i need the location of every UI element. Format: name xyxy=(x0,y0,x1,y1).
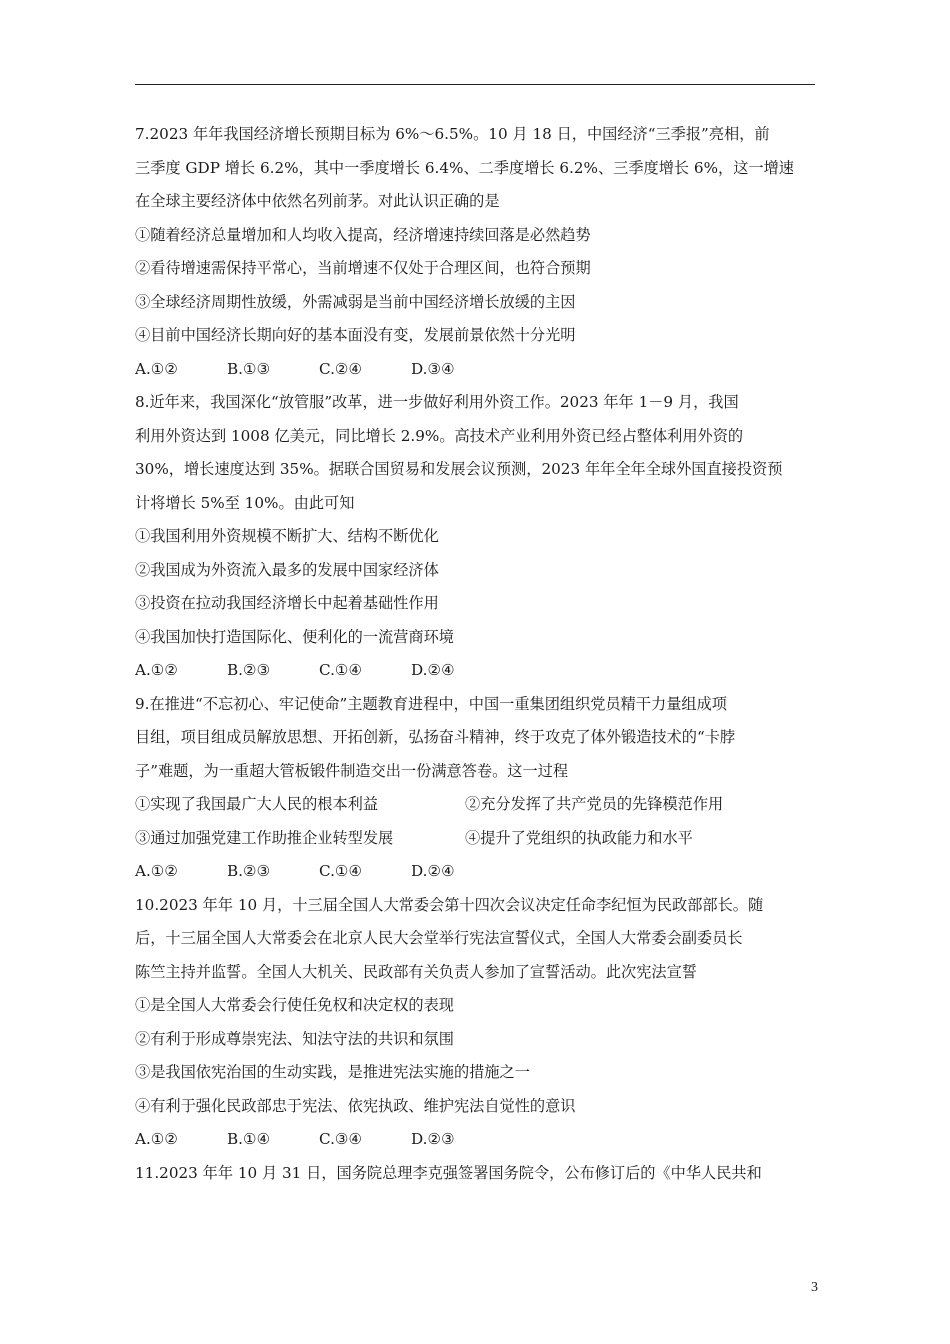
question-8 xyxy=(135,386,825,688)
option-b: B.①③ xyxy=(227,359,271,378)
option-b: B.①④ xyxy=(227,1130,271,1148)
question-stem-line: 陈竺主持并监誓。全国人大机关、民政部有关负责人参加了宣誓活动。此次宪法宣誓 xyxy=(135,962,697,981)
statement-item: ④提升了党组织的执政能力和水平 xyxy=(465,828,693,847)
option-a: A.①② xyxy=(135,862,179,880)
option-b: B.②③ xyxy=(227,661,271,679)
question-stem-line: 三季度 GDP 增长 6.2%，其中一季度增长 6.4%、二季度增长 6.2%、三季度增长 6%，这一增速 xyxy=(135,158,794,177)
statement-row xyxy=(135,788,825,822)
page-number: 3 xyxy=(811,1280,818,1295)
question-stem-line: 9.在推进“不忘初心、牢记使命”主题教育进程中，中国一重集团组织党员精干力量组成项 xyxy=(135,694,727,713)
statement-item: ③通过加强党建工作助推企业转型发展 xyxy=(135,828,394,847)
statement-item: ①实现了我国最广大人民的根本利益 xyxy=(135,795,378,813)
question-stem-line: 利用外资达到 1008 亿美元，同比增长 2.9%。高技术产业利用外资已经占整体利用外资的 xyxy=(135,426,744,445)
question-stem-line: 后，十三届全国人大常委会在北京人民大会堂举行宪法宣誓仪式，全国人大常委会副委员长 xyxy=(135,929,743,947)
statement-item: ③全球经济周期性放缓，外需减弱是当前中国经济增长放缓的主因 xyxy=(135,292,576,311)
header-rule xyxy=(135,84,815,85)
answer-options xyxy=(135,353,825,387)
option-c: C.①④ xyxy=(319,661,363,679)
statement-row xyxy=(135,822,825,856)
option-d: D.②④ xyxy=(411,862,455,880)
statement-item: ③投资在拉动我国经济增长中起着基础性作用 xyxy=(135,594,439,612)
statement-item: ②看待增速需保持平常心，当前增速不仅处于合理区间，也符合预期 xyxy=(135,259,591,277)
page-content xyxy=(135,118,825,1190)
statement-item: ③是我国依宪治国的生动实践，是推进宪法实施的措施之一 xyxy=(135,1063,530,1081)
question-stem-line: 计将增长 5%至 10%。由此可知 xyxy=(135,493,355,512)
statement-item: ④目前中国经济长期向好的基本面没有变，发展前景依然十分光明 xyxy=(135,326,576,344)
answer-options xyxy=(135,855,825,889)
option-b: B.②③ xyxy=(227,862,271,880)
statement-item: ④有利于强化民政部忠于宪法、依宪执政、维护宪法自觉性的意识 xyxy=(135,1096,576,1115)
option-a: A.①② xyxy=(135,661,179,679)
question-7 xyxy=(135,118,825,386)
option-d: D.②③ xyxy=(411,1130,455,1148)
question-stem-line: 7.2023 年年我国经济增长预期目标为 6%～6.5%。10 月 18 日，中国经济“三季报”亮相，前 xyxy=(135,125,770,143)
question-9 xyxy=(135,688,825,889)
question-stem-line: 10.2023 年年 10 月，十三届全国人大常委会第十四次会议决定任命李纪恒为民政部部长。随 xyxy=(135,895,764,914)
question-11 xyxy=(135,1157,825,1191)
question-stem-line: 8.近年来，我国深化“放管服”改革，进一步做好利用外资工作。2023 年年 1－9 月，我国 xyxy=(135,393,739,411)
statement-item: ①随着经济总量增加和人均收入提高，经济增速持续回落是必然趋势 xyxy=(135,225,591,244)
option-a: A.①② xyxy=(135,1130,179,1148)
statement-item: ②我国成为外资流入最多的发展中国家经济体 xyxy=(135,560,439,579)
statement-item: ②充分发挥了共产党员的先锋模范作用 xyxy=(465,795,724,813)
option-a: A.①② xyxy=(135,359,179,378)
option-c: C.②④ xyxy=(319,359,363,378)
question-stem-line: 目组，项目组成员解放思想、开拓创新，弘扬奋斗精神，终于攻克了体外锻造技术的“卡脖 xyxy=(135,728,736,746)
option-c: C.③④ xyxy=(319,1130,363,1148)
statement-item: ④我国加快打造国际化、便利化的一流营商环境 xyxy=(135,627,454,646)
statement-item: ①我国利用外资规模不断扩大、结构不断优化 xyxy=(135,527,439,545)
question-10 xyxy=(135,889,825,1157)
statement-item: ②有利于形成尊崇宪法、知法守法的共识和氛围 xyxy=(135,1029,454,1048)
answer-options xyxy=(135,654,825,688)
option-c: C.①④ xyxy=(319,862,363,880)
question-stem-line: 30%，增长速度达到 35%。据联合国贸易和发展会议预测，2023 年年全年全球外国直接投资预 xyxy=(135,460,783,478)
option-d: D.②④ xyxy=(411,661,455,679)
option-d: D.③④ xyxy=(411,359,455,378)
statement-item: ①是全国人大常委会行使任免权和决定权的表现 xyxy=(135,996,454,1014)
question-stem-line: 在全球主要经济体中依然名列前茅。对此认识正确的是 xyxy=(135,192,500,210)
question-stem-line: 11.2023 年年 10 月 31 日，国务院总理李克强签署国务院令，公布修订后的《中华人民共和 xyxy=(135,1163,762,1182)
answer-options xyxy=(135,1123,825,1157)
question-stem-line: 子”难题，为一重超大管板锻件制造交出一份满意答卷。这一过程 xyxy=(135,761,569,780)
